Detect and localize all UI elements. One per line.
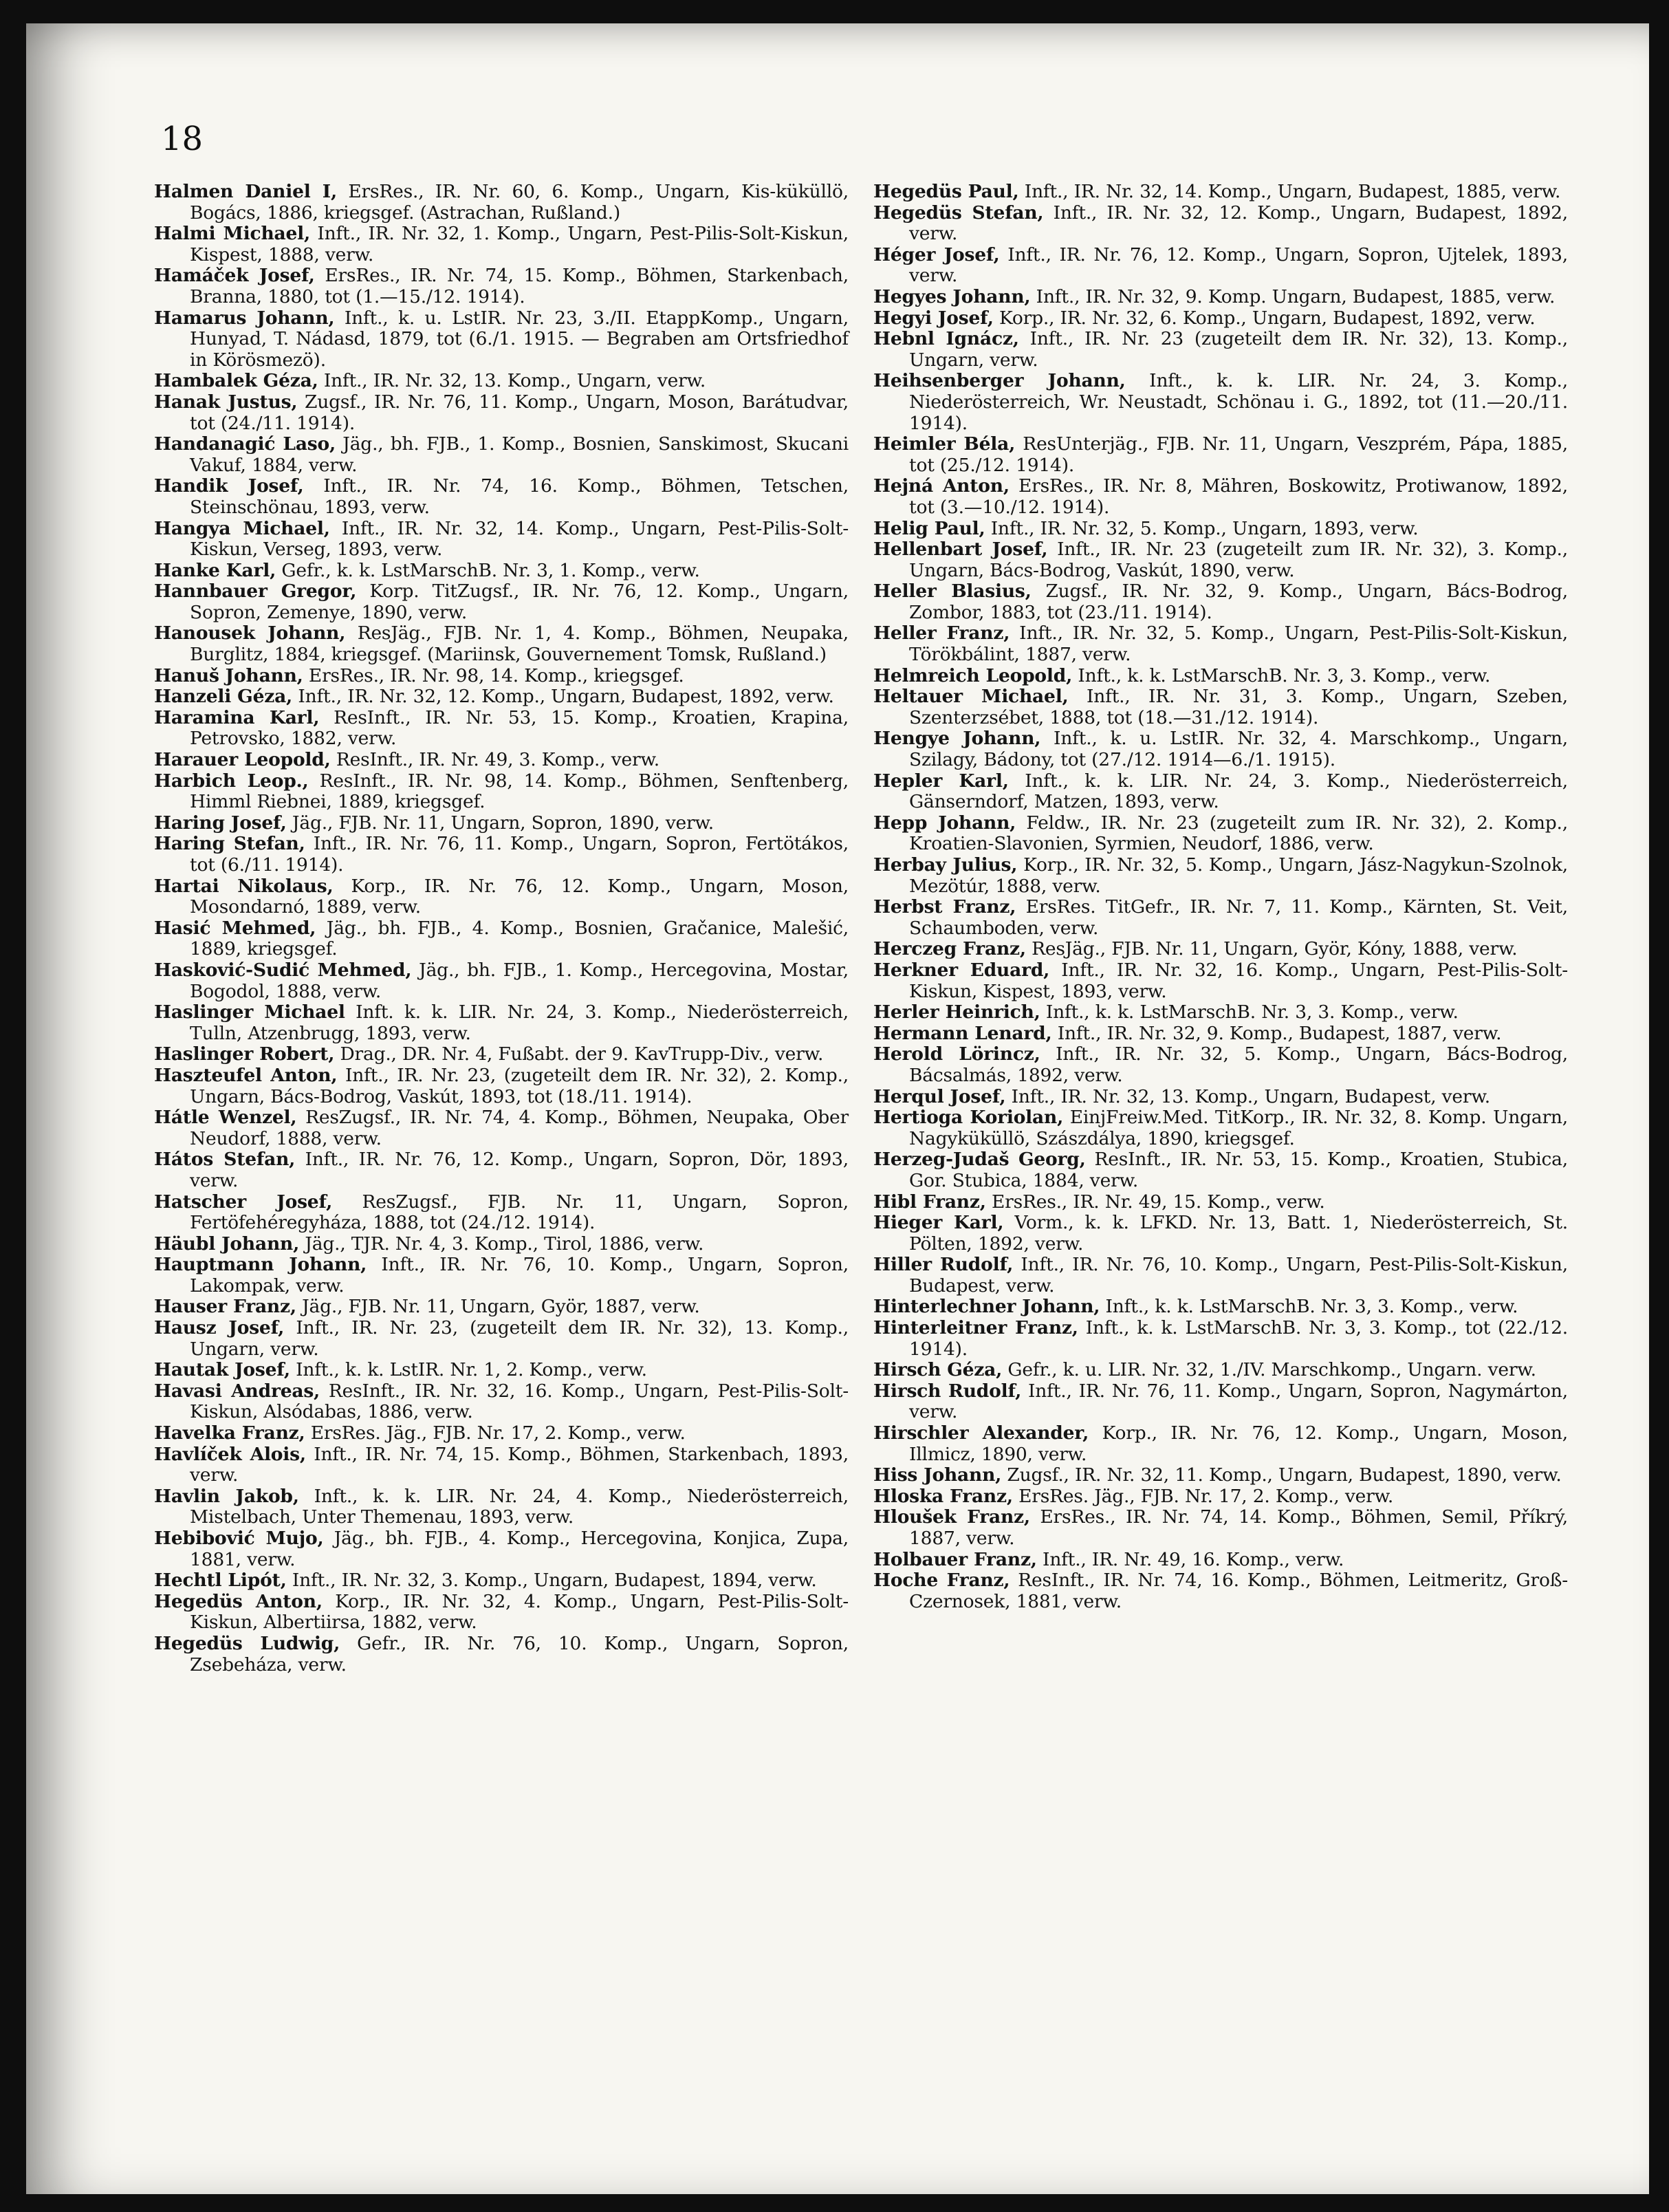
list-item xyxy=(873,960,1568,1002)
list-item xyxy=(873,1192,1568,1213)
list-item xyxy=(873,623,1568,665)
entry-details: Inft., IR. Nr. 32, 14. Komp., Ungarn, Pest-Pilis-Solt-Kiskun, Verseg, 1893, verw. xyxy=(190,517,849,561)
entry-details: ResInft., IR. Nr. 98, 14. Komp., Böhmen, Senftenberg, Himml Riebnei, 1889, kriegsgef. xyxy=(190,770,849,813)
list-item xyxy=(873,897,1568,939)
entry-name: Hebibović Mujo, xyxy=(154,1528,324,1549)
list-item xyxy=(873,1381,1568,1423)
list-item xyxy=(873,539,1568,581)
entry-name: Hegedüs Anton, xyxy=(154,1590,323,1612)
entry-details: Jäg., FJB. Nr. 11, Ungarn, Györ, 1887, verw. xyxy=(296,1296,700,1318)
entry-name: Hasić Mehmed, xyxy=(154,917,316,939)
page-number: 18 xyxy=(161,120,204,158)
list-item xyxy=(154,308,849,371)
entry-details: Inft., IR. Nr. 32, 16. Komp., Ungarn, Pest-Pilis-Solt-Kiskun, Kispest, 1893, verw. xyxy=(909,959,1568,1002)
entry-details: Inft., IR. Nr. 76, 12. Komp., Ungarn, Sopron, Dör, 1893, verw. xyxy=(190,1149,849,1191)
entry-name: Havlin Jakob, xyxy=(154,1485,299,1507)
entry-details: Inft., IR. Nr. 32, 5. Komp., Ungarn, 1893, verw. xyxy=(985,517,1419,539)
entry-details: Inft., IR. Nr. 76, 12. Komp., Ungarn, Sopron, Ujtelek, 1893, verw. xyxy=(909,243,1568,287)
entry-name: Hinterlechner Johann, xyxy=(873,1296,1100,1318)
list-item xyxy=(154,1297,849,1318)
list-item xyxy=(873,203,1568,245)
entry-details: Korp., IR. Nr. 76, 12. Komp., Ungarn, Moson, Illmicz, 1890, verw. xyxy=(909,1422,1568,1465)
entry-details: Inft., IR. Nr. 49, 16. Komp., verw. xyxy=(1036,1548,1344,1570)
entry-name: Heltauer Michael, xyxy=(873,686,1069,708)
entry-name: Hirsch Géza, xyxy=(873,1359,1003,1381)
entry-details: Inft., IR. Nr. 23, (zugeteilt dem IR. Nr. 32), 13. Komp., Ungarn, verw. xyxy=(190,1317,849,1360)
entry-details: Inft., IR. Nr. 32, 9. Komp., Budapest, 1887, verw. xyxy=(1051,1022,1502,1044)
entry-name: Hartai Nikolaus, xyxy=(154,875,334,897)
list-item xyxy=(873,666,1568,687)
entry-name: Hambalek Géza, xyxy=(154,370,318,392)
entry-details: Inft., IR. Nr. 76, 11. Komp., Ungarn, Sopron, Fertötákos, tot (6./11. 1914). xyxy=(190,833,849,876)
entry-name: Hirsch Rudolf, xyxy=(873,1380,1022,1402)
entry-name: Hanke Karl, xyxy=(154,559,276,581)
entry-name: Hautak Josef, xyxy=(154,1359,290,1381)
entry-details: ErsRes., IR. Nr. 8, Mähren, Boskowitz, Protiwanow, 1892, tot (3.—10./12. 1914). xyxy=(909,475,1568,518)
list-item xyxy=(154,1234,849,1255)
list-item xyxy=(873,855,1568,897)
entry-details: Inft., k. k. LstMarschB. Nr. 3, 3. Komp., verw. xyxy=(1100,1296,1518,1318)
entry-name: Hegedüs Ludwig, xyxy=(154,1632,340,1654)
list-item xyxy=(154,224,849,265)
list-item xyxy=(154,1360,849,1381)
entry-details: ErsRes., IR. Nr. 98, 14. Komp., kriegsgef. xyxy=(303,664,684,686)
entry-details: ResInft., IR. Nr. 49, 3. Komp., verw. xyxy=(330,749,659,771)
entry-name: Herzeg-Judaš Georg, xyxy=(873,1149,1086,1171)
entry-name: Havasi Andreas, xyxy=(154,1380,320,1402)
entry-details: Inft. k. k. LIR. Nr. 24, 3. Komp., Niederösterreich, Tulln, Atzenbrugg, 1893, verw. xyxy=(190,1001,849,1044)
list-item xyxy=(873,813,1568,855)
entry-details: Zugsf., IR. Nr. 32, 11. Komp., Ungarn, Budapest, 1890, verw. xyxy=(1001,1464,1562,1486)
entry-name: Haslinger Michael xyxy=(154,1001,345,1023)
entry-details: Inft., IR. Nr. 31, 3. Komp., Ungarn, Szeben, Szenterzsébet, 1888, tot (18.—31./12. 1914). xyxy=(909,686,1569,728)
entry-name: Handik Josef, xyxy=(154,475,304,497)
list-item xyxy=(154,434,849,476)
entry-name: Hegedüs Stefan, xyxy=(873,202,1044,224)
entry-name: Herbay Julius, xyxy=(873,854,1018,876)
entry-details: Jäg., bh. FJB., 4. Komp., Bosnien, Gračanice, Malešić, 1889, kriegsgef. xyxy=(190,917,849,960)
entry-details: Inft., IR. Nr. 74, 15. Komp., Böhmen, Starkenbach, 1893, verw. xyxy=(190,1443,849,1486)
entry-name: Hátle Wenzel, xyxy=(154,1107,297,1129)
list-item xyxy=(154,1486,849,1528)
entry-name: Harbich Leop., xyxy=(154,770,309,792)
entry-name: Hauptmann Johann, xyxy=(154,1254,367,1276)
list-item xyxy=(154,1149,849,1191)
list-item xyxy=(154,265,849,307)
list-item xyxy=(873,1318,1568,1360)
entry-details: Korp., IR. Nr. 32, 4. Komp., Ungarn, Pest-Pilis-Solt-Kiskun, Albertiirsa, 1882, verw. xyxy=(190,1590,849,1634)
list-item xyxy=(873,939,1568,960)
entry-details: Drag., DR. Nr. 4, Fußabt. der 9. KavTrupp-Div., verw. xyxy=(334,1043,824,1065)
list-item xyxy=(873,287,1568,308)
entry-name: Hatscher Josef, xyxy=(154,1191,333,1213)
entry-name: Herbst Franz, xyxy=(873,896,1016,918)
entry-details: Gefr., k. k. LstMarschB. Nr. 3, 1. Komp., verw. xyxy=(276,559,700,581)
entry-name: Herkner Eduard, xyxy=(873,959,1050,981)
entry-details: Zugsf., IR. Nr. 32, 9. Komp., Ungarn, Bács-Bodrog, Zombor, 1883, tot (23./11. 1914). xyxy=(909,581,1568,623)
entry-name: Hejná Anton, xyxy=(873,475,1010,497)
list-item xyxy=(873,1213,1568,1255)
entry-details: Gefr., IR. Nr. 76, 10. Komp., Ungarn, Sopron, Zsebeháza, verw. xyxy=(190,1632,849,1676)
entry-name: Héger Josef, xyxy=(873,243,1000,265)
entry-details: Inft., k. k. LstIR. Nr. 1, 2. Komp., verw. xyxy=(290,1359,647,1381)
entry-name: Hloušek Franz, xyxy=(873,1506,1030,1528)
entry-name: Havelka Franz, xyxy=(154,1422,305,1444)
entry-details: ErsRes., IR. Nr. 60, 6. Komp., Ungarn, Kis-küküllö, Bogács, 1886, kriegsgef. (Astrachan, Rußland.) xyxy=(190,181,849,224)
entry-name: Hegedüs Paul, xyxy=(873,181,1019,202)
entry-name: Hermann Lenard, xyxy=(873,1022,1052,1044)
list-item xyxy=(154,918,849,960)
entry-name: Herler Heinrich, xyxy=(873,1001,1040,1023)
entry-name: Hanak Justus, xyxy=(154,391,298,413)
entry-name: Hamarus Johann, xyxy=(154,307,335,329)
list-item xyxy=(154,1528,849,1570)
entry-name: Helmreich Leopold, xyxy=(873,664,1073,686)
entry-details: Inft., IR. Nr. 23 (zugeteilt zum IR. Nr. 32), 3. Komp., Ungarn, Bács-Bodrog, Vaskút, 1890, verw. xyxy=(909,539,1568,581)
entry-name: Hanuš Johann, xyxy=(154,664,303,686)
entry-name: Hirschler Alexander, xyxy=(873,1422,1089,1444)
list-item xyxy=(873,329,1568,371)
entry-details: Korp., IR. Nr. 76, 12. Komp., Ungarn, Moson, Mosondarnó, 1889, verw. xyxy=(190,875,849,918)
entry-name: Hanousek Johann, xyxy=(154,622,346,644)
entry-details: ResJäg., FJB. Nr. 1, 4. Komp., Böhmen, Neupaka, Burglitz, 1884, kriegsgef. (Mariinsk, Gouvernement Tomsk, Rußland.) xyxy=(190,622,849,666)
entry-details: Inft., IR. Nr. 32, 3. Komp., Ungarn, Budapest, 1894, verw. xyxy=(286,1570,817,1592)
entry-name: Hengye Johann, xyxy=(873,728,1041,750)
entry-name: Hertioga Koriolan, xyxy=(873,1107,1064,1129)
list-item xyxy=(873,519,1568,540)
list-item xyxy=(873,1507,1568,1549)
list-item xyxy=(873,771,1568,813)
document-page xyxy=(26,23,1649,2194)
entry-details: ResUnterjäg., FJB. Nr. 11, Ungarn, Veszprém, Pápa, 1885, tot (25./12. 1914). xyxy=(909,433,1568,476)
entry-details: Jäg., bh. FJB., 1. Komp., Hercegovina, Mostar, Bogodol, 1888, verw. xyxy=(190,959,849,1002)
right-column xyxy=(873,182,1568,1612)
list-item xyxy=(873,1087,1568,1108)
list-item xyxy=(873,728,1568,770)
entry-details: Inft., k. k. LstMarschB. Nr. 3, 3. Komp., verw. xyxy=(1072,664,1491,686)
entry-name: Hausz Josef, xyxy=(154,1317,285,1339)
entry-name: Hebnl Ignácz, xyxy=(873,328,1019,350)
list-item xyxy=(154,960,849,1002)
list-item xyxy=(873,1570,1568,1612)
entry-name: Herczeg Franz, xyxy=(873,938,1026,960)
list-item xyxy=(154,708,849,750)
entry-name: Halmi Michael, xyxy=(154,223,311,245)
entry-details: Jäg., bh. FJB., 4. Komp., Hercegovina, Konjica, Zupa, 1881, verw. xyxy=(190,1528,849,1570)
list-item xyxy=(154,876,849,918)
list-item xyxy=(154,666,849,687)
entry-details: Inft., IR. Nr. 76, 10. Komp., Ungarn, Pest-Pilis-Solt-Kiskun, Budapest, verw. xyxy=(909,1254,1569,1297)
entry-details: Inft., IR. Nr. 32, 1. Komp., Ungarn, Pest-Pilis-Solt-Kiskun, Kispest, 1888, verw. xyxy=(190,223,849,265)
list-item xyxy=(154,686,849,708)
entry-details: Korp., IR. Nr. 32, 6. Komp., Ungarn, Budapest, 1892, verw. xyxy=(993,307,1536,329)
entry-name: Hangya Michael, xyxy=(154,517,330,539)
entry-name: Hechtl Lipót, xyxy=(154,1570,287,1592)
entry-details: ResJäg., FJB. Nr. 11, Ungarn, Györ, Kóny, 1888, verw. xyxy=(1025,938,1518,960)
list-item xyxy=(873,1297,1568,1318)
entry-details: Inft., IR. Nr. 74, 16. Komp., Böhmen, Tetschen, Steinschönau, 1893, verw. xyxy=(190,475,849,518)
entry-details: Inft., IR. Nr. 32, 13. Komp., Ungarn, Budapest, verw. xyxy=(1005,1085,1490,1107)
entry-details: Inft., IR. Nr. 76, 11. Komp., Ungarn, Sopron, Nagymárton, verw. xyxy=(909,1380,1569,1423)
entry-name: Hátos Stefan, xyxy=(154,1149,296,1171)
entry-details: Inft., IR. Nr. 32, 5. Komp., Ungarn, Bács-Bodrog, Bácsalmás, 1892, verw. xyxy=(909,1043,1568,1086)
list-item xyxy=(154,1107,849,1149)
entry-details: ErsRes. TitGefr., IR. Nr. 7, 11. Komp., Kärnten, St. Veit, Schaumboden, verw. xyxy=(909,896,1568,939)
list-item xyxy=(873,1002,1568,1023)
entry-details: ResZugsf., IR. Nr. 74, 4. Komp., Böhmen, Neupaka, Ober Neudorf, 1888, verw. xyxy=(190,1107,849,1149)
entry-details: Inft., k. k. LstMarschB. Nr. 3, 3. Komp., verw. xyxy=(1040,1001,1459,1023)
entry-name: Handanagić Laso, xyxy=(154,433,336,455)
list-item xyxy=(154,1570,849,1592)
entry-details: Inft., IR. Nr. 32, 12. Komp., Ungarn, Budapest, 1892, verw. xyxy=(909,202,1569,245)
list-item xyxy=(154,750,849,771)
list-item xyxy=(154,371,849,392)
list-item xyxy=(154,1381,849,1423)
list-item xyxy=(873,1465,1568,1486)
entry-details: Inft., IR. Nr. 32, 14. Komp., Ungarn, Budapest, 1885, verw. xyxy=(1018,181,1561,202)
entry-details: Gefr., k. u. LIR. Nr. 32, 1./IV. Marschkomp., Ungarn. verw. xyxy=(1002,1359,1536,1381)
entry-details: ErsRes. Jäg., FJB. Nr. 17, 2. Komp., verw. xyxy=(305,1422,686,1444)
entry-details: ErsRes., IR. Nr. 74, 15. Komp., Böhmen, Starkenbach, Branna, 1880, tot (1.—15./12. 1914). xyxy=(190,265,849,307)
entry-name: Hasković-Sudić Mehmed, xyxy=(154,959,412,981)
list-item xyxy=(154,1192,849,1234)
list-item xyxy=(873,371,1568,434)
list-item xyxy=(154,771,849,813)
entry-details: Korp., IR. Nr. 32, 5. Komp., Ungarn, Jász-Nagykun-Szolnok, Mezötúr, 1888, verw. xyxy=(909,854,1568,897)
entry-details: ResInft., IR. Nr. 53, 15. Komp., Kroatien, Stubica, Gor. Stubica, 1884, verw. xyxy=(909,1149,1569,1191)
entry-name: Hegyes Johann, xyxy=(873,285,1031,307)
entry-name: Häubl Johann, xyxy=(154,1233,300,1255)
entry-details: Inft., IR. Nr. 76, 10. Komp., Ungarn, Sopron, Lakompak, verw. xyxy=(190,1254,849,1297)
entry-details: ErsRes., IR. Nr. 74, 14. Komp., Böhmen, Semil, Příkrý, 1887, verw. xyxy=(909,1506,1568,1549)
list-item xyxy=(154,623,849,665)
entry-details: Inft., k. k. LIR. Nr. 24, 3. Komp., Niederösterreich, Wr. Neustadt, Schönau i. G., 1892, tot (11.—20./11. 1914). xyxy=(909,370,1568,434)
list-item xyxy=(873,1360,1568,1381)
list-item xyxy=(154,1592,849,1634)
entry-details: Inft., k. k. LIR. Nr. 24, 3. Komp., Niederösterreich, Gänserndorf, Matzen, 1893, verw. xyxy=(909,770,1568,813)
list-item xyxy=(873,1255,1568,1297)
list-item xyxy=(873,1149,1568,1191)
entry-details: Inft., k. u. LstIR. Nr. 23, 3./II. EtappKomp., Ungarn, Hunyad, T. Nádasd, 1879, tot (6./1. 1915. — Begraben am Ortsfriedhof in Körösmezö). xyxy=(190,307,849,371)
list-item xyxy=(154,581,849,623)
entry-details: Inft., k. k. LIR. Nr. 24, 4. Komp., Niederösterreich, Mistelbach, Unter Themenau, 1893, verw. xyxy=(190,1485,849,1528)
entry-details: Inft., IR. Nr. 23, (zugeteilt dem IR. Nr. 32), 2. Komp., Ungarn, Bács-Bodrog, Vaskút, 1893, tot (18./11. 1914). xyxy=(190,1064,849,1107)
list-item xyxy=(873,1023,1568,1045)
entry-details: ResZugsf., FJB. Nr. 11, Ungarn, Sopron, Fertöfehéregyháza, 1888, tot (24./12. 1914). xyxy=(190,1191,849,1234)
entry-name: Heimler Béla, xyxy=(873,433,1016,455)
entry-name: Haring Josef, xyxy=(154,812,287,834)
entry-name: Hellenbart Josef, xyxy=(873,539,1048,561)
entry-details: Jäg., TJR. Nr. 4, 3. Komp., Tirol, 1886, verw. xyxy=(299,1233,704,1255)
entry-name: Herold Lörincz, xyxy=(873,1043,1040,1065)
list-item xyxy=(873,434,1568,476)
list-item xyxy=(873,1044,1568,1086)
entry-details: Jäg., bh. FJB., 1. Komp., Bosnien, Sanskimost, Skucani Vakuf, 1884, verw. xyxy=(190,433,849,476)
list-item xyxy=(873,686,1568,728)
entry-name: Hiss Johann, xyxy=(873,1464,1002,1486)
entry-name: Hloska Franz, xyxy=(873,1485,1013,1507)
entry-name: Haslinger Robert, xyxy=(154,1043,335,1065)
entry-name: Hinterleitner Franz, xyxy=(873,1317,1078,1339)
list-item xyxy=(873,245,1568,287)
entry-details: Inft., IR. Nr. 32, 12. Komp., Ungarn, Budapest, 1892, verw. xyxy=(292,686,834,708)
list-item xyxy=(873,182,1568,203)
entry-name: Hoche Franz, xyxy=(873,1570,1010,1592)
entry-name: Hieger Karl, xyxy=(873,1212,1004,1234)
list-item xyxy=(154,392,849,434)
entry-details: Inft., IR. Nr. 23 (zugeteilt dem IR. Nr. 32), 13. Komp., Ungarn, verw. xyxy=(909,328,1568,371)
entry-name: Haszteufel Anton, xyxy=(154,1064,338,1086)
entry-name: Herqul Josef, xyxy=(873,1085,1006,1107)
entry-name: Hamáček Josef, xyxy=(154,265,315,287)
entry-details: Jäg., FJB. Nr. 11, Ungarn, Sopron, 1890, verw. xyxy=(286,812,714,834)
list-item xyxy=(154,561,849,582)
entry-name: Havlíček Alois, xyxy=(154,1443,306,1465)
entry-name: Hanzeli Géza, xyxy=(154,686,293,708)
left-column xyxy=(154,182,849,1676)
entry-details: ErsRes., IR. Nr. 49, 15. Komp., verw. xyxy=(985,1191,1325,1213)
list-item xyxy=(873,1486,1568,1508)
entry-name: Heller Blasius, xyxy=(873,581,1032,603)
entry-name: Hauser Franz, xyxy=(154,1296,296,1318)
entry-details: Korp. TitZugsf., IR. Nr. 76, 12. Komp., Ungarn, Sopron, Zemenye, 1890, verw. xyxy=(190,581,849,623)
list-item xyxy=(154,1044,849,1065)
list-item xyxy=(873,1107,1568,1149)
entry-name: Heller Franz, xyxy=(873,622,1010,644)
entry-name: Hepp Johann, xyxy=(873,812,1016,834)
entry-details: Vorm., k. k. LFKD. Nr. 13, Batt. 1, Niederösterreich, St. Pölten, 1892, verw. xyxy=(909,1212,1568,1255)
entry-details: ResInft., IR. Nr. 32, 16. Komp., Ungarn, Pest-Pilis-Solt-Kiskun, Alsódabas, 1886, verw. xyxy=(190,1380,849,1423)
entry-name: Hegyi Josef, xyxy=(873,307,994,329)
list-item xyxy=(154,1634,849,1676)
list-item xyxy=(154,1065,849,1107)
list-item xyxy=(154,476,849,518)
entry-details: ErsRes. Jäg., FJB. Nr. 17, 2. Komp., verw. xyxy=(1012,1485,1394,1507)
entry-details: Inft., IR. Nr. 32, 5. Komp., Ungarn, Pest-Pilis-Solt-Kiskun, Törökbálint, 1887, verw. xyxy=(909,622,1568,666)
entry-name: Holbauer Franz, xyxy=(873,1548,1037,1570)
list-item xyxy=(154,1423,849,1444)
entry-details: Inft., k. k. LstMarschB. Nr. 3, 3. Komp., tot (22./12. 1914). xyxy=(909,1317,1568,1360)
entry-name: Hibl Franz, xyxy=(873,1191,986,1213)
list-item xyxy=(154,834,849,876)
entry-name: Hannbauer Gregor, xyxy=(154,581,357,603)
list-item xyxy=(154,813,849,834)
entry-details: Inft., k. u. LstIR. Nr. 32, 4. Marschkomp., Ungarn, Szilagy, Bádony, tot (27./12. 1914—6./1. 1915). xyxy=(909,728,1569,771)
list-item xyxy=(154,1318,849,1360)
entry-name: Heihsenberger Johann, xyxy=(873,370,1126,392)
entry-details: EinjFreiw.Med. TitKorp., IR. Nr. 32, 8. Komp. Ungarn, Nagyküküllö, Szászdálya, 1890, kriegsgef. xyxy=(909,1107,1569,1149)
entry-name: Haramina Karl, xyxy=(154,706,320,728)
entry-details: ResInft., IR. Nr. 74, 16. Komp., Böhmen, Leitmeritz, Groß-Czernosek, 1881, verw. xyxy=(909,1570,1568,1612)
list-item xyxy=(154,1002,849,1044)
list-item xyxy=(154,519,849,561)
entry-details: Feldw., IR. Nr. 23 (zugeteilt zum IR. Nr. 32), 2. Komp., Kroatien-Slavonien, Syrmien, Neudorf, 1886, verw. xyxy=(909,812,1568,855)
entry-name: Hiller Rudolf, xyxy=(873,1254,1014,1276)
entry-details: ResInft., IR. Nr. 53, 15. Komp., Kroatien, Krapina, Petrovsko, 1882, verw. xyxy=(190,706,849,750)
list-item xyxy=(873,1550,1568,1571)
entry-name: Halmen Daniel I, xyxy=(154,181,337,202)
entry-name: Helig Paul, xyxy=(873,517,985,539)
entry-name: Harauer Leopold, xyxy=(154,749,331,771)
list-item xyxy=(154,182,849,224)
list-item xyxy=(873,308,1568,329)
list-item xyxy=(154,1444,849,1486)
entry-name: Haring Stefan, xyxy=(154,833,305,855)
list-item xyxy=(154,1255,849,1297)
list-item xyxy=(873,581,1568,623)
entry-details: Inft., IR. Nr. 32, 13. Komp., Ungarn, verw. xyxy=(318,370,706,392)
entry-details: Zugsf., IR. Nr. 76, 11. Komp., Ungarn, Moson, Barátudvar, tot (24./11. 1914). xyxy=(190,391,849,434)
entry-name: Hepler Karl, xyxy=(873,770,1009,792)
list-item xyxy=(873,476,1568,518)
list-item xyxy=(873,1423,1568,1465)
entry-details: Inft., IR. Nr. 32, 9. Komp. Ungarn, Budapest, 1885, verw. xyxy=(1030,285,1556,307)
